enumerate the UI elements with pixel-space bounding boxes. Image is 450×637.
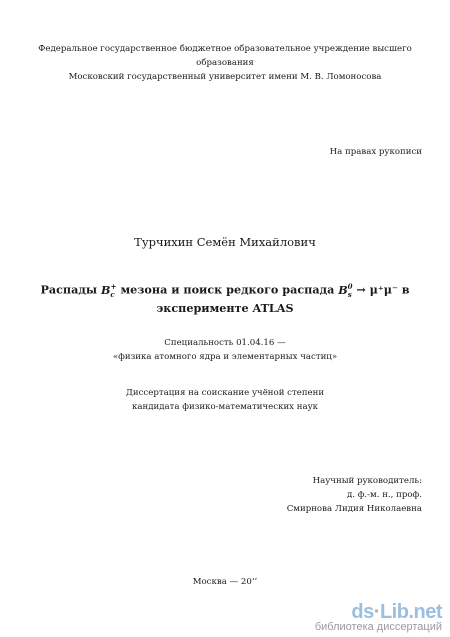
supervisor-label: Научный руководитель:: [312, 476, 422, 486]
thesis-title-line-1: [0, 282, 450, 299]
meson-bs: $B_s^0$: [338, 282, 353, 299]
title-part-2: мезона и поиск редкого распада: [116, 282, 339, 297]
supervisor-degree: д. ф.-м. н., проф.: [346, 490, 422, 500]
institution-line-1: Федеральное государственное бюджетное образовательное учреждение высшего: [38, 44, 412, 54]
degree-line-1: Диссертация на соискание учёной степени: [125, 388, 325, 398]
rights-note: На правах рукописи: [329, 147, 422, 157]
specialty-line-1: Специальность 01.04.16 —: [164, 338, 286, 348]
title-decay: → μ⁺μ⁻ в: [352, 282, 410, 297]
dslib-logo: ds·Lib.net: [351, 601, 442, 623]
dslib-subtitle: библиотека диссертаций: [314, 621, 442, 633]
supervisor-name: Смирнова Лидия Николаевна: [286, 504, 422, 514]
thesis-title-line-2: эксперименте ATLAS: [156, 301, 294, 315]
degree-line-2: кандидата физико-математических наук: [131, 402, 319, 412]
dslib-watermark: [315, 602, 442, 633]
footer-city-year: Москва — 20‘’: [192, 577, 258, 587]
institution-line-3: Московский государственный университет имени М. В. Ломоносова: [68, 72, 382, 82]
meson-bc: $B_c^+$: [100, 282, 117, 299]
title-part-1: Распады: [40, 282, 101, 297]
institution-line-2: образования: [196, 58, 254, 68]
specialty-line-2: «физика атомного ядра и элементарных частиц»: [112, 352, 338, 362]
author-name: Турчихин Семён Михайлович: [134, 235, 316, 249]
